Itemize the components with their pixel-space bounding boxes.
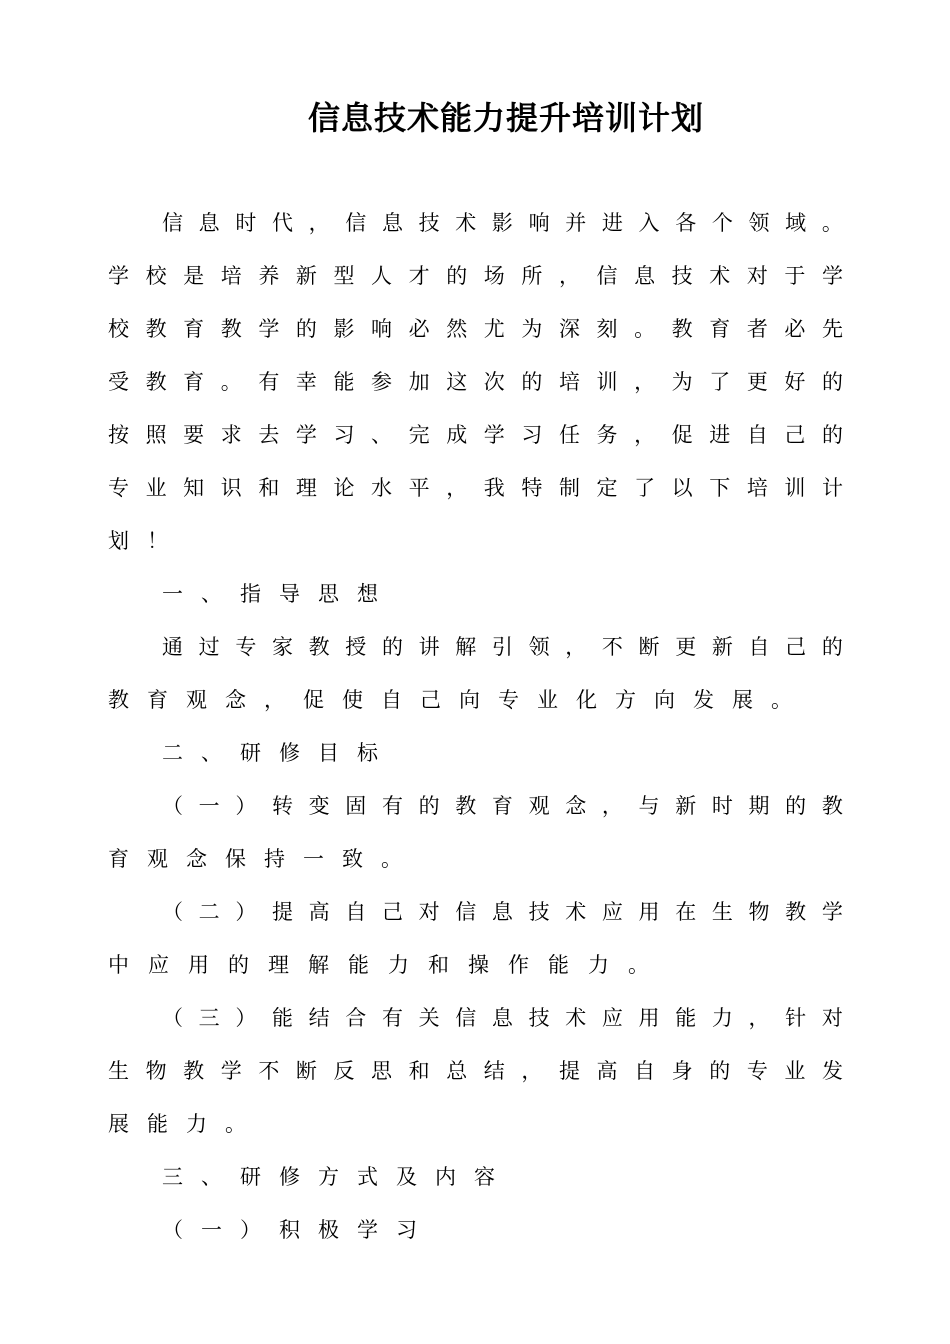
text-line: 受 教 育 。 有 幸 能 参 加 这 次 的 培 训 ， 为 了 更 好 的: [108, 370, 843, 394]
text-line: 二 、 研 修 目 标: [162, 741, 378, 765]
text-line: （ 三 ） 能 结 合 有 关 信 息 技 术 应 用 能 力 ， 针 对: [162, 1006, 843, 1030]
text-line: （ 一 ） 转 变 固 有 的 教 育 观 念 ， 与 新 时 期 的 教: [162, 794, 843, 818]
text-line: 中 应 用 的 理 解 能 力 和 操 作 能 力 。: [108, 953, 649, 977]
text-line: 育 观 念 保 持 一 致 。: [108, 847, 402, 871]
text-line: 展 能 力 。: [108, 1112, 246, 1136]
text-line: 划 ！: [108, 529, 168, 553]
text-line: 通 过 专 家 教 授 的 讲 解 引 领 ， 不 断 更 新 自 己 的: [162, 635, 843, 659]
text-line: 教 育 观 念 ， 促 使 自 己 向 专 业 化 方 向 发 展 。: [108, 688, 792, 712]
text-line: （ 一 ） 积 极 学 习: [162, 1218, 417, 1242]
text-line: 生 物 教 学 不 断 反 思 和 总 结 ， 提 高 自 身 的 专 业 发: [108, 1059, 843, 1083]
text-line: （ 二 ） 提 高 自 己 对 信 息 技 术 应 用 在 生 物 教 学: [162, 900, 843, 924]
text-line: 校 教 育 教 学 的 影 响 必 然 尤 为 深 刻 。 教 育 者 必 先: [108, 317, 843, 341]
document-title: 信息技术能力提升培训计划: [308, 99, 705, 137]
text-line: 学 校 是 培 养 新 型 人 才 的 场 所 ， 信 息 技 术 对 于 学: [108, 264, 843, 288]
text-line: 信 息 时 代 ， 信 息 技 术 影 响 并 进 入 各 个 领 域 。: [162, 211, 843, 235]
text-line: 一 、 指 导 思 想: [162, 582, 378, 606]
text-line: 专 业 知 识 和 理 论 水 平 ， 我 特 制 定 了 以 下 培 训 计: [108, 476, 843, 500]
text-line: 三 、 研 修 方 式 及 内 容: [162, 1165, 495, 1189]
text-line: 按 照 要 求 去 学 习 、 完 成 学 习 任 务 ， 促 进 自 己 的: [108, 423, 843, 447]
